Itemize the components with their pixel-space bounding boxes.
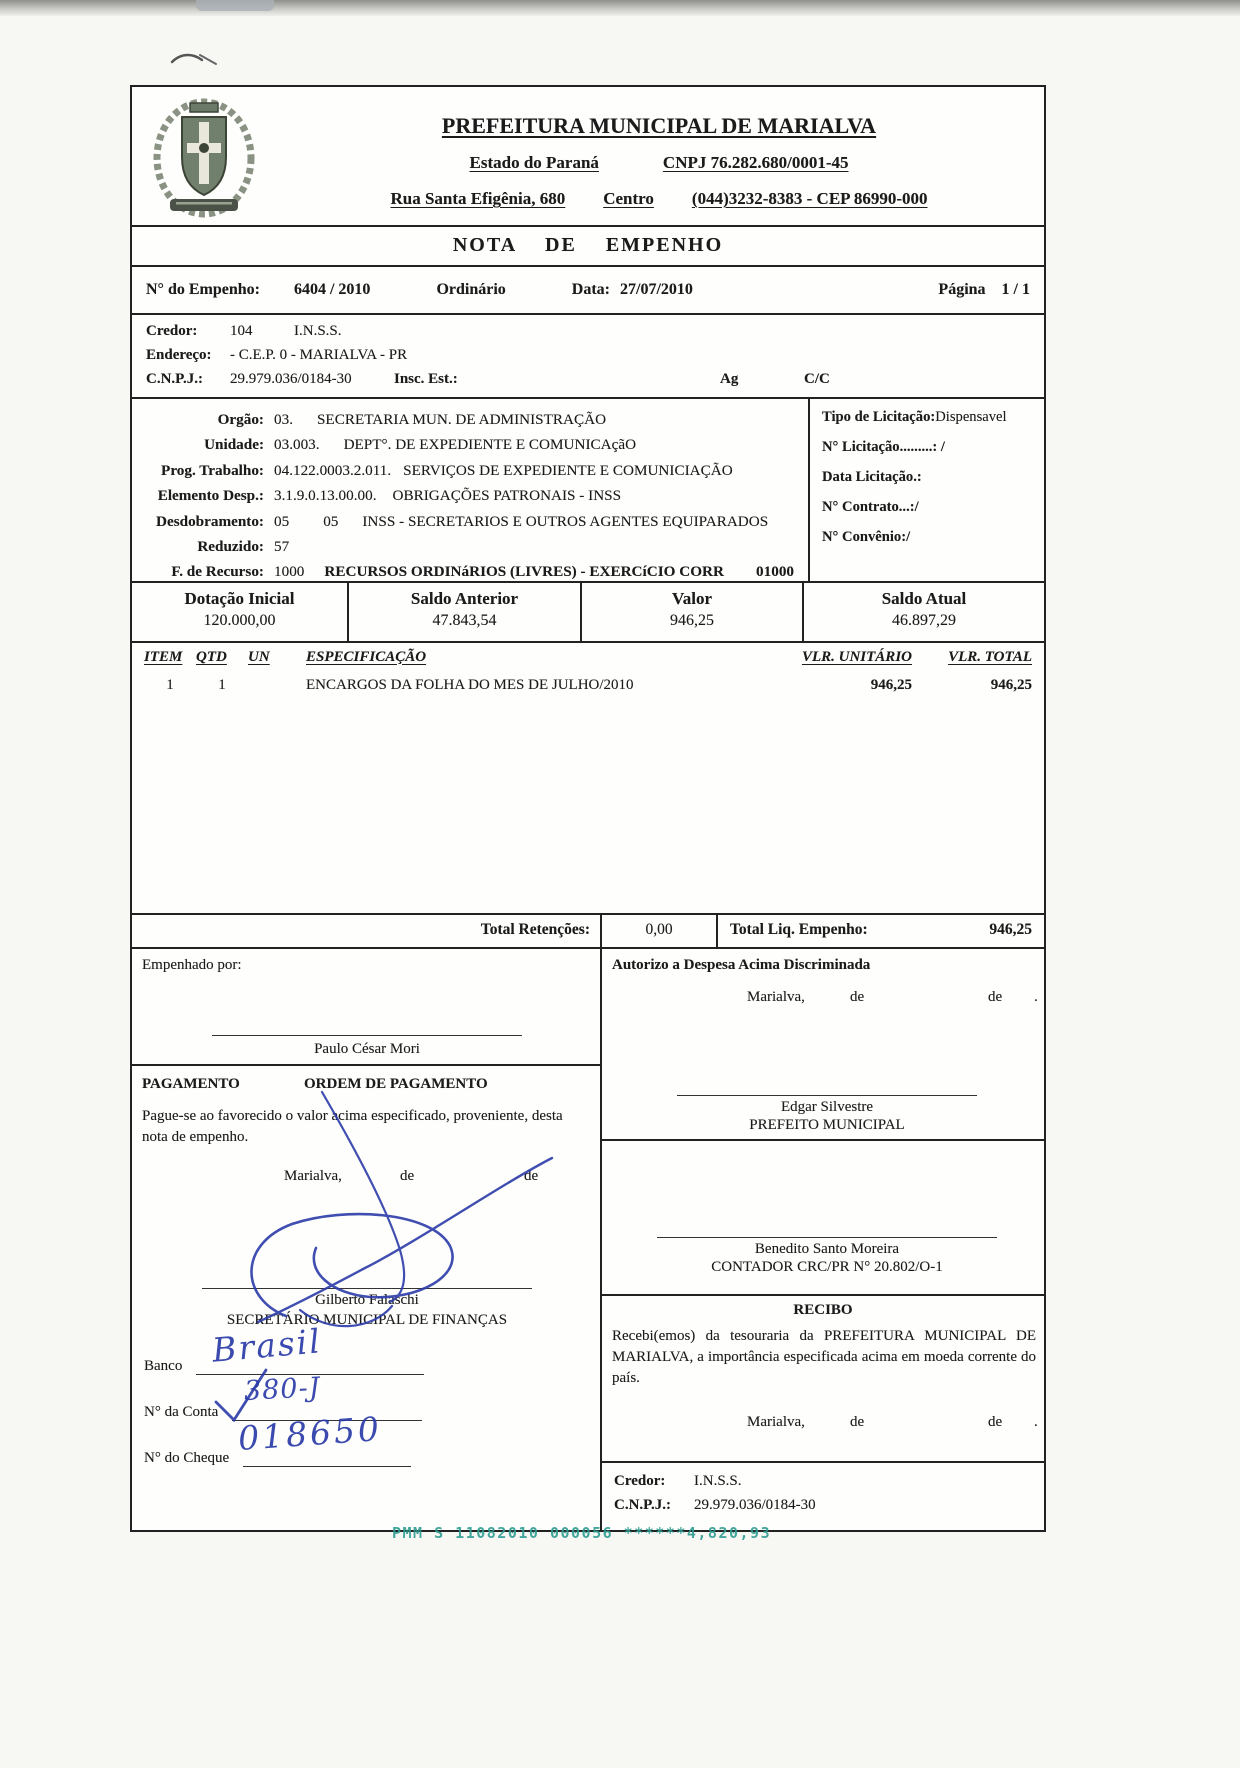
unidade-desc: DEPT°. DE EXPEDIENTE E COMUNICAçãO	[343, 436, 637, 454]
total-retencoes-label: Total Retenções:	[132, 915, 602, 947]
items-header-row	[132, 641, 1044, 671]
empenhado-name: Paulo César Mori	[314, 1041, 420, 1057]
saldo-atual-header: Saldo Atual	[881, 589, 967, 608]
prog-trabalho-line	[132, 458, 808, 483]
elemento-label: Elemento Desp.:	[157, 487, 264, 505]
unidade-code: 03.003.	[274, 436, 320, 454]
autorizo-box	[602, 949, 1044, 1141]
date-label: Data:	[571, 281, 610, 298]
org-address: Rua Santa Efigênia, 680	[390, 189, 566, 208]
creditor-code: 104	[230, 323, 253, 339]
empenhado-signature-line	[212, 1035, 522, 1036]
num-contrato-line: N° Contrato...:/	[822, 499, 919, 515]
pagamento-city: Marialva,	[284, 1168, 342, 1184]
empenho-type: Ordinário	[436, 281, 506, 298]
document-header	[132, 87, 1044, 225]
saldo-atual-cell	[802, 583, 1044, 641]
org-name: PREFEITURA MUNICIPAL DE MARIALVA	[441, 113, 877, 138]
empenhado-por-label: Empenhado por:	[142, 957, 242, 973]
date-value: 27/07/2010	[620, 281, 693, 298]
creditor-label: Credor:	[146, 323, 198, 339]
recurso-label: F. de Recurso:	[171, 563, 264, 581]
empenhado-box	[132, 949, 600, 1066]
dot-matrix-print: PMM S 11082010 000056 ******4,820,93	[392, 1524, 772, 1542]
nota-de-empenho-form	[130, 85, 1046, 1532]
licitacao-panel	[808, 399, 1044, 581]
recibo-city: Marialva,	[747, 1414, 805, 1430]
empenho-number-label: N° do Empenho:	[146, 281, 260, 298]
dotacao-inicial-header: Dotação Inicial	[184, 589, 295, 608]
secretario-title: SECRETÁRIO MUNICIPAL DE FINANÇAS	[226, 1312, 508, 1328]
autorizo-dot: .	[1034, 989, 1038, 1005]
org-district: Centro	[603, 189, 654, 208]
pen-mark	[168, 46, 228, 72]
items-header-vlr-total: VLR. TOTAL	[948, 648, 1032, 665]
right-signature-column	[602, 949, 1044, 1530]
handwritten-banco-value: Brasil	[210, 1321, 324, 1370]
contador-signature-line	[657, 1237, 997, 1238]
creditor-cnpj-label: C.N.P.J.:	[146, 371, 203, 387]
pagamento-box	[132, 1066, 600, 1530]
creditor-cnpj-value: 29.979.036/0184-30	[230, 371, 352, 387]
desdobramento-code2: 05	[323, 512, 339, 530]
desdobramento-line	[132, 509, 808, 534]
secretario-name: Gilberto Falaschi	[315, 1292, 419, 1308]
tipo-licitacao-value: Dispensavel	[935, 409, 1007, 425]
footer-credor-name: I.N.S.S.	[694, 1473, 742, 1489]
elemento-desc: OBRIGAÇÕES PATRONAIS - INSS	[392, 487, 622, 505]
dotacao-inicial-value: 120.000,00	[203, 612, 276, 629]
num-convenio-line: N° Convênio:/	[822, 529, 911, 545]
autorizo-city: Marialva,	[747, 989, 805, 1005]
handwritten-conta-value: 380-J	[243, 1372, 322, 1407]
orgao-line	[132, 407, 808, 432]
creditor-footer-box	[602, 1463, 1044, 1530]
contador-name: Benedito Santo Moreira	[754, 1241, 900, 1257]
items-header-item: ITEM	[144, 648, 183, 665]
scan-edge	[0, 0, 1240, 16]
reduzido-code: 57	[274, 538, 290, 556]
ordem-pagamento-title: ORDEM DE PAGAMENTO	[304, 1076, 488, 1092]
autorizo-title: Autorizo a Despesa Acima Discriminada	[612, 957, 871, 973]
prefeito-title: PREFEITO MUNICIPAL	[749, 1117, 905, 1133]
creditor-section	[132, 313, 1044, 397]
reduzido-label: Reduzido:	[197, 538, 264, 556]
page-value: 1 / 1	[1001, 281, 1030, 298]
desdobramento-desc: INSS - SECRETARIOS E OUTROS AGENTES EQUIPARADOS	[362, 512, 769, 530]
tape-mark	[196, 0, 274, 11]
saldo-atual-value: 46.897,29	[892, 612, 956, 629]
prog-trabalho-desc: SERVIÇOS DE EXPEDIENTE E COMUNICIAÇÃO	[403, 461, 733, 479]
desdobramento-label: Desdobramento:	[156, 512, 264, 530]
orgao-desc: SECRETARIA MUN. DE ADMINISTRAÇÃO	[316, 411, 607, 428]
item-un	[248, 677, 306, 694]
tipo-licitacao-label: Tipo de Licitação:	[822, 409, 936, 425]
items-header-vlr-unitario: VLR. UNITÁRIO	[801, 648, 912, 665]
org-state: Estado do Paraná	[469, 153, 599, 172]
totals-row	[132, 913, 1044, 947]
creditor-name: I.N.S.S.	[294, 323, 342, 339]
recibo-dot: .	[1034, 1414, 1038, 1430]
empenho-row	[132, 265, 1044, 313]
item-especificacao: ENCARGOS DA FOLHA DO MES DE JULHO/2010	[306, 677, 634, 693]
item-row	[144, 677, 1032, 694]
desdobramento-code1: 05	[274, 512, 290, 530]
document-title: NOTA DE EMPENHO	[132, 225, 1044, 265]
recurso-desc: RECURSOS ORDINáRIOS (LIVRES) - EXERCíCIO CORR	[324, 563, 724, 581]
creditor-address-value: - C.E.P. 0 - MARIALVA - PR	[230, 347, 408, 363]
municipal-coat-of-arms	[150, 95, 258, 221]
data-licitacao-line: Data Licitação.:	[822, 469, 922, 485]
items-header-especificacao: ESPECIFICAÇÃO	[306, 648, 427, 665]
amounts-table	[132, 581, 1044, 641]
page-label: Página	[938, 281, 986, 298]
creditor-address-label: Endereço:	[146, 347, 212, 363]
footer-cnpj-label: C.N.P.J.:	[614, 1497, 671, 1513]
pagamento-de2: de	[524, 1168, 539, 1184]
prog-trabalho-code: 04.122.0003.2.011.	[274, 461, 392, 479]
total-liquido-label: Total Liq. Empenho:	[730, 921, 868, 938]
prefeito-name: Edgar Silvestre	[780, 1099, 874, 1115]
tipo-licitacao-line	[822, 409, 1044, 426]
conta-label: N° da Conta	[144, 1404, 219, 1420]
org-phone-cep: (044)3232-8383 - CEP 86990-000	[691, 189, 928, 208]
valor-cell	[580, 583, 802, 641]
secretario-signature-line	[202, 1288, 532, 1289]
prefeito-signature-line	[677, 1095, 977, 1096]
contador-box	[602, 1141, 1044, 1296]
valor-header: Valor	[672, 589, 712, 608]
saldo-anterior-cell	[347, 583, 580, 641]
item-vlr-unitario: 946,25	[870, 677, 912, 693]
footer-credor-label: Credor:	[614, 1473, 666, 1489]
items-header-un: UN	[248, 648, 270, 665]
elemento-line	[132, 483, 808, 508]
autorizo-de2: de	[988, 989, 1003, 1005]
empenho-number-value: 6404 / 2010	[293, 281, 371, 298]
footer-cnpj-value: 29.979.036/0184-30	[694, 1497, 816, 1513]
recibo-de1: de	[850, 1414, 865, 1430]
recibo-de2: de	[988, 1414, 1003, 1430]
org-cnpj: CNPJ 76.282.680/0001-45	[662, 153, 849, 172]
budget-section	[132, 397, 1044, 581]
reduzido-line	[132, 534, 808, 559]
pagamento-text: Pague-se ao favorecido o valor acima especificado, proveniente, desta nota de empenho.	[142, 1108, 563, 1145]
cheque-label: N° do Cheque	[144, 1450, 230, 1466]
contador-title: CONTADOR CRC/PR N° 20.802/O-1	[711, 1259, 943, 1275]
recibo-text: Recebi(emos) da tesouraria da PREFEITURA MUNICIPAL DE MARIALVA, a importância especificada acima em moeda corrente do país.	[612, 1328, 1036, 1386]
insc-est-label: Insc. Est.:	[394, 371, 458, 387]
logo-cell	[132, 87, 274, 225]
recurso-code2: 01000	[756, 563, 794, 581]
recibo-title: RECIBO	[793, 1302, 853, 1318]
banco-label: Banco	[144, 1358, 183, 1374]
saldo-anterior-header: Saldo Anterior	[410, 589, 519, 608]
dotacao-inicial-cell	[132, 583, 347, 641]
orgao-code: 03.	[274, 411, 293, 428]
saldo-anterior-value: 47.843,54	[432, 612, 497, 629]
cc-label: C/C	[804, 371, 830, 387]
num-licitacao-line: N° Licitação.........: /	[822, 439, 945, 455]
recibo-box	[602, 1296, 1044, 1463]
items-body	[132, 671, 1044, 913]
orgao-label: Orgão:	[217, 411, 264, 428]
total-retencoes-value: 0,00	[602, 915, 718, 947]
pagamento-de1: de	[400, 1168, 415, 1184]
recurso-code: 1000	[274, 563, 305, 581]
prog-trabalho-label: Prog. Trabalho:	[161, 461, 264, 479]
autorizo-de1: de	[850, 989, 865, 1005]
item-vlr-total: 946,25	[990, 677, 1032, 693]
pagamento-title: PAGAMENTO	[142, 1076, 240, 1092]
elemento-code: 3.1.9.0.13.00.00.	[274, 487, 377, 505]
items-header-qtd: QTD	[196, 648, 227, 665]
valor-value: 946,25	[670, 612, 714, 629]
total-liquido-value: 946,25	[989, 921, 1032, 938]
unidade-line	[132, 432, 808, 457]
handwritten-cheque-value: 018650	[236, 1409, 384, 1458]
item-qtd: 1	[218, 677, 226, 693]
item-number: 1	[166, 677, 174, 693]
ag-label: Ag	[720, 371, 739, 387]
unidade-label: Unidade:	[204, 436, 264, 454]
